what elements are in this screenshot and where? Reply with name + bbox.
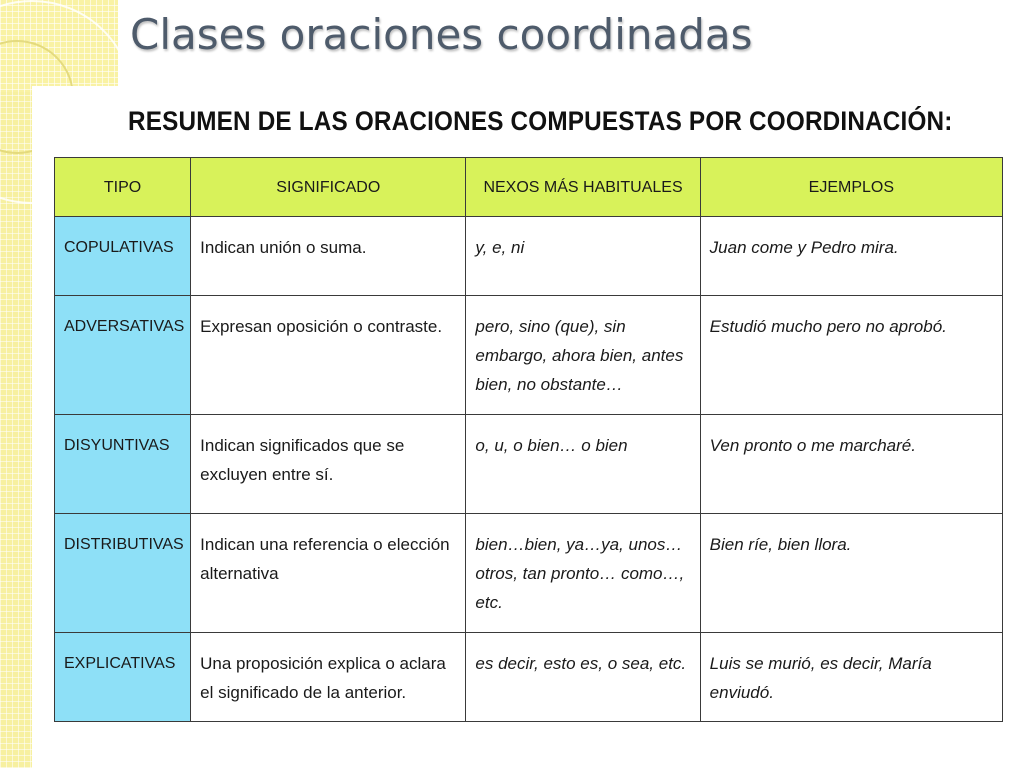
significado-cell: Indican una referencia o elección alternativa — [191, 514, 466, 633]
summary-heading: RESUMEN DE LAS ORACIONES COMPUESTAS POR COORDINACIÓN: — [128, 106, 953, 136]
table-header-row — [55, 158, 1003, 217]
table-row — [55, 633, 1003, 722]
significado-cell: Indican significados que se excluyen entre sí. — [191, 415, 466, 514]
nexos-cell: bien…bien, ya…ya, unos…otros, tan pronto… como…, etc. — [466, 514, 700, 633]
header-tipo: TIPO — [55, 158, 191, 217]
table-row — [55, 296, 1003, 415]
coordination-summary-table — [54, 157, 1003, 722]
ejemplo-cell: Estudió mucho pero no aprobó. — [700, 296, 1002, 415]
nexos-cell: es decir, esto es, o sea, etc. — [466, 633, 700, 722]
header-ejemplos: EJEMPLOS — [700, 158, 1002, 217]
ejemplo-cell: Luis se murió, es decir, María enviudó. — [700, 633, 1002, 722]
ejemplo-cell: Juan come y Pedro mira. — [700, 217, 1002, 296]
slide-title: Clases oraciones coordinadas — [130, 10, 753, 59]
significado-cell: Expresan oposición o contraste. — [191, 296, 466, 415]
tipo-cell: DISTRIBUTIVAS — [55, 514, 191, 633]
nexos-cell: pero, sino (que), sin embargo, ahora bien, antes bien, no obstante… — [466, 296, 700, 415]
nexos-cell: o, u, o bien… o bien — [466, 415, 700, 514]
significado-cell: Indican unión o suma. — [191, 217, 466, 296]
header-significado: SIGNIFICADO — [191, 158, 466, 217]
ejemplo-cell: Bien ríe, bien llora. — [700, 514, 1002, 633]
decorative-corner-pattern — [0, 0, 118, 92]
tipo-cell: COPULATIVAS — [55, 217, 191, 296]
tipo-cell: EXPLICATIVAS — [55, 633, 191, 722]
table-row — [55, 415, 1003, 514]
nexos-cell: y, e, ni — [466, 217, 700, 296]
table-row — [55, 514, 1003, 633]
ejemplo-cell: Ven pronto o me marcharé. — [700, 415, 1002, 514]
header-nexos: NEXOS MÁS HABITUALES — [466, 158, 700, 217]
tipo-cell: DISYUNTIVAS — [55, 415, 191, 514]
significado-cell: Una proposición explica o aclara el significado de la anterior. — [191, 633, 466, 722]
table-row — [55, 217, 1003, 296]
tipo-cell: ADVERSATIVAS — [55, 296, 191, 415]
